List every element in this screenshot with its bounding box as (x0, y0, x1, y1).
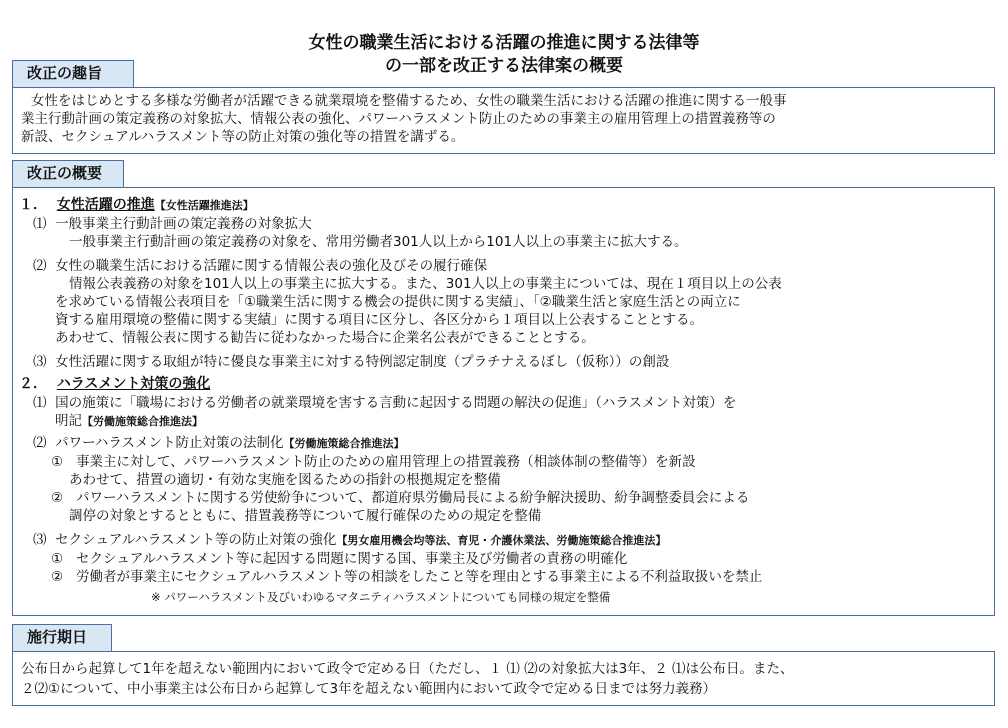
s2-item-3-heading: セクシュアルハラスメント等の防止対策の強化 (55, 532, 337, 548)
s1-item-3-number: ⑶ (33, 354, 47, 370)
shushi-line-2: 業主行動計画の策定義務の対象拡大、情報公表の強化、パワーハラスメント防止のための事業主の雇用管理上の措置義務等の (21, 111, 776, 127)
section-1-number: １． (19, 197, 47, 213)
s1-item-2-body-4: あわせて、情報公表に関する勧告に従わなかった場合に企業名公表ができることとする。 (55, 330, 595, 346)
s2-item-2-a (51, 453, 696, 471)
s1-item-1-number: ⑴ (33, 216, 47, 232)
s2-item-2-b (51, 489, 749, 507)
section-2-title: ハラスメント対策の強化 (56, 376, 211, 392)
shikou-line-1: 公布日から起算して1年を超えない範囲内において政令で定める日（ただし、１ ⑴ ⑵の対象拡大は3年、２ ⑴は公布日。また、 (21, 661, 794, 677)
s2-item-2-number: ⑵ (33, 435, 47, 451)
s2-item-1-line-1 (33, 394, 736, 412)
title-line-1: 女性の職業生活における活躍の推進に関する法律等 (308, 33, 700, 53)
s1-item-2-body-1: 情報公表義務の対象を101人以上の事業主に拡大する。また、301人以上の事業主については、現在１項目以上の公表 (69, 276, 782, 292)
s2-item-1-text-2: 明記 (55, 413, 82, 429)
s2-item-3-b-text: 労働者が事業主にセクシュアルハラスメント等の相談をしたこと等を理由とする事業主による不利益取扱いを禁止 (75, 569, 763, 585)
s2-item-3-b-number: ② (51, 569, 64, 585)
shikou-box (12, 651, 995, 706)
s2-item-1-text: 国の施策に「職場における労働者の就業環境を害する言動に起因する問題の解決の促進」（ハラスメント対策）を (55, 395, 737, 411)
shikou-line-2: ２⑵①について、中小事業主は公布日から起算して3年を超えない範囲内において政令で定める日までは努力義務） (21, 681, 717, 697)
s1-item-1-title (33, 215, 312, 233)
s2-item-1-tag: 【労働施策総合推進法】 (82, 415, 203, 428)
s2-item-2-a-2: あわせて、措置の適切・有効な実施を図るための指針の根拠規定を整備 (69, 472, 501, 488)
shushi-label: 改正の趣旨 (12, 60, 134, 88)
s2-item-3-a-number: ① (51, 551, 64, 567)
s2-note: ※ パワーハラスメント及びいわゆるマタニティハラスメントについても同様の規定を整備 (151, 590, 611, 604)
s1-item-3-title (33, 353, 669, 371)
s1-item-2-heading: 女性の職業生活における活躍に関する情報公表の強化及びその履行確保 (55, 258, 488, 274)
s2-item-2-title (33, 434, 405, 453)
section-1-heading (19, 196, 254, 215)
s1-item-2-number: ⑵ (33, 258, 47, 274)
s1-item-2-body-2: を求めている情報公表項目を「①職業生活に関する機会の提供に関する実績」、「②職業生活と家庭生活との両立に (55, 294, 741, 310)
s2-item-3-tag: 【男女雇用機会均等法、育児・介護休業法、労働施策総合推進法】 (336, 534, 667, 547)
s1-item-2-title (33, 257, 487, 275)
s2-item-1-line-2 (55, 412, 203, 431)
s2-item-3-b (51, 568, 762, 586)
gaiyou-box (12, 187, 995, 616)
shushi-line-3: 新設、セクシュアルハラスメント等の防止対策の強化等の措置を講ずる。 (21, 129, 465, 145)
gaiyou-label: 改正の概要 (12, 160, 124, 188)
shushi-line-1: 女性をはじめとする多様な労働者が活躍できる就業環境を整備するため、女性の職業生活における活躍の推進に関する一般事 (31, 93, 787, 109)
shikou-label: 施行期日 (12, 624, 112, 652)
s2-item-2-tag: 【労働施策総合推進法】 (283, 437, 405, 450)
s2-item-2-a-number: ① (51, 454, 64, 470)
section-2-number: ２． (19, 376, 47, 392)
s2-item-3-a (51, 550, 627, 568)
section-1-title: 女性活躍の推進 (56, 197, 155, 213)
s1-item-1-heading: 一般事業主行動計画の策定義務の対象拡大 (55, 216, 312, 232)
s2-item-3-title (33, 531, 666, 550)
s2-item-2-b-number: ② (51, 490, 64, 506)
section-1-tag: 【女性活躍推進法】 (154, 199, 254, 212)
shushi-box (12, 87, 995, 154)
s2-item-3-a-text: セクシュアルハラスメント等に起因する問題に関する国、事業主及び労働者の責務の明確化 (75, 551, 628, 567)
s2-item-2-heading: パワーハラスメント防止対策の法制化 (55, 435, 284, 451)
s2-item-1-number: ⑴ (33, 395, 47, 411)
s2-item-2-a-text: 事業主に対して、パワーハラスメント防止のための雇用管理上の措置義務（相談体制の整備等）を新設 (75, 454, 696, 470)
document-title (0, 32, 1008, 78)
s2-item-3-number: ⑶ (33, 532, 47, 548)
section-2-heading (19, 375, 210, 393)
s1-item-3-heading: 女性活躍に関する取組が特に優良な事業主に対する特例認定制度（プラチナえるぼし（仮称））の創設 (55, 354, 670, 370)
s2-item-2-b-2: 調停の対象とするとともに、措置義務等について履行確保のための規定を整備 (69, 508, 542, 524)
s1-item-1-body: 一般事業主行動計画の策定義務の対象を、常用労働者301人以上から101人以上の事業主に拡大する。 (69, 234, 688, 250)
s1-item-2-body-3: 資する雇用環境の整備に関する実績」に関する項目に区分し、各区分から１項目以上公表することとする。 (55, 312, 703, 328)
s2-item-2-b-text: パワーハラスメントに関する労使紛争について、都道府県労働局長による紛争解決援助、紛争調整委員会による (75, 490, 750, 506)
title-line-2: の一部を改正する法律案の概要 (385, 56, 623, 76)
